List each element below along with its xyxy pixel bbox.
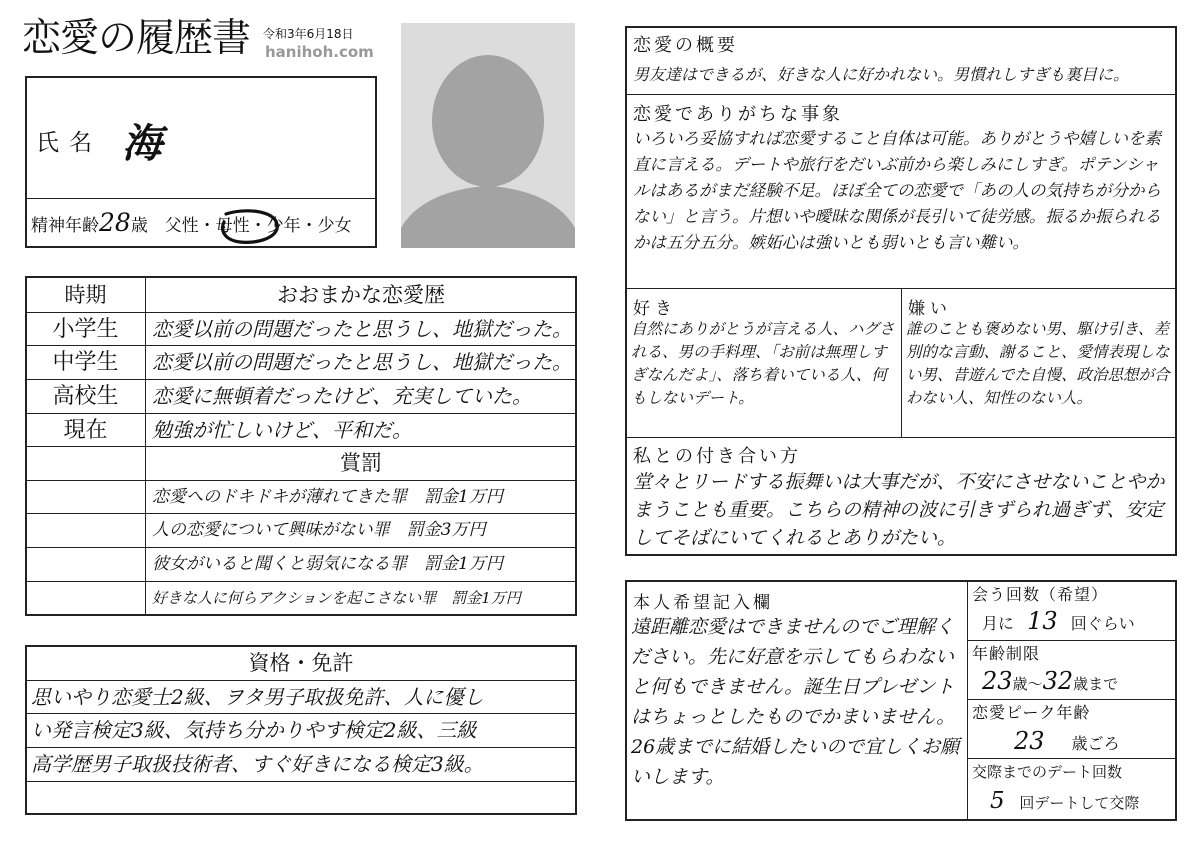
- dislikes-label: 嫌い: [908, 299, 952, 319]
- reward-item: 人の恋愛について興味がない罪 罰金3万円: [152, 520, 486, 540]
- option-separator: ・: [249, 216, 267, 236]
- peak-label: 恋愛ピーク年齢: [972, 703, 1091, 722]
- peak-value: 23: [1014, 727, 1045, 755]
- history-elementary: 恋愛以前の問題だったと思うし、地獄だった。: [152, 317, 572, 341]
- peak-suffix: 歳ごろ: [1071, 734, 1120, 753]
- option-maternal: 母性: [215, 216, 250, 236]
- dislikes-text: 誰のことも褒めない男、駆け引き、差別的な言動、謝ること、愛情表現しない男、昔遊んでた自慢、政治思想が合わない人、知性のない人。: [906, 320, 1170, 407]
- wishes-label: 本人希望記入欄: [633, 593, 773, 613]
- person-silhouette-icon: [401, 23, 575, 248]
- age-limit-min: 23: [982, 667, 1013, 695]
- name-value: 海: [122, 120, 162, 167]
- header-period: 時期: [64, 283, 107, 307]
- option-boy: 少年: [266, 216, 301, 236]
- reward-item: 好きな人に何らアクションを起こさない罪 罰金1万円: [152, 589, 521, 607]
- wishes-text: 遠距離恋愛はできませんのでご理解ください。先に好意を示してもらわないと何もできません。誕生日プレゼントはちょっとしたものでかまいません。26歳までに結婚したいので宜しくお願いします。: [631, 616, 960, 788]
- age-limit-label: 年齢制限: [972, 644, 1041, 663]
- rewards-header: 賞罰: [340, 451, 382, 475]
- photo-placeholder: [401, 23, 575, 248]
- period-elementary: 小学生: [52, 317, 119, 342]
- reward-item: 彼女がいると聞くと弱気になる罪 罰金1万円: [152, 554, 503, 574]
- likes-label: 好き: [633, 299, 677, 319]
- section-divider: [626, 437, 1176, 438]
- age-unit: 歳: [130, 216, 148, 236]
- history-high-school: 恋愛に無頓着だったけど、充実していた。: [152, 384, 532, 408]
- likes-divider: [901, 289, 902, 437]
- profile-divider: [26, 198, 376, 199]
- header-history: おおまかな恋愛歴: [277, 283, 445, 307]
- likes-text: 自然にありがとうが言える人、ハグされる、男の手料理、「お前は無理しすぎなんだよ」、落ち着いている人、何もしないデート。: [631, 320, 895, 407]
- relationship-label: 私との付き合い方: [633, 446, 801, 467]
- license-line: 思いやり恋愛士2級、ヲタ男子取扱免許、人に優し: [31, 685, 484, 709]
- stats-divider: [967, 581, 968, 820]
- age-limit-mid: 歳〜: [1012, 675, 1043, 693]
- age-limit-line: [982, 666, 1118, 699]
- events-label: 恋愛でありがちな事象: [633, 104, 843, 125]
- option-paternal: 父性: [164, 216, 199, 236]
- license-line: い発言検定3級、気持ち分かりやす検定2級、三級: [31, 718, 477, 742]
- dates-value: 5: [990, 788, 1005, 814]
- dates-suffix: 回デートして交際: [1019, 794, 1140, 812]
- overview-label: 恋愛の概要: [633, 35, 738, 56]
- dates-line: [990, 786, 1139, 818]
- meet-prefix: 月に: [982, 614, 1015, 633]
- option-separator: ・: [198, 216, 216, 236]
- dates-label: 交際までのデート回数: [972, 763, 1123, 781]
- mental-age: [31, 208, 352, 241]
- section-divider: [626, 94, 1176, 95]
- history-junior-high: 恋愛以前の問題だったと思うし、地獄だった。: [152, 350, 572, 374]
- period-junior-high: 中学生: [52, 350, 119, 375]
- site-url: hanihoh.com: [265, 43, 374, 61]
- period-high-school: 高校生: [52, 384, 119, 409]
- peak-line: [1014, 726, 1120, 759]
- meet-suffix: 回ぐらい: [1070, 614, 1135, 633]
- age-limit-suffix: 歳まで: [1073, 675, 1119, 693]
- relationship-text: 堂々とリードする振舞いは大事だが、不安にさせないことやかまうことも重要。こちらの精神の波に引きずられ過ぎず、安定してそばにいてくれるとありがたい。: [633, 471, 1165, 549]
- date-text: 令和3年6月18日: [263, 27, 354, 41]
- page-title: 恋愛の履歴書: [22, 16, 251, 61]
- option-girl: 少女: [317, 216, 352, 236]
- events-text: いろいろ妥協すれば恋愛すること自体は可能。ありがとうや嬉しいを素直に言える。デートや旅行をだいぶ前から楽しみにしすぎ。ポテンシャルはあるがまだ経験不足。ほぼ全ての恋愛で「あの人の気持ちが分からない」と言う。片想いや曖昧な関係が長引いて徒労感。振るか振られるかは五分五分。嫉妬心は強いとも弱いとも言い難い。: [633, 129, 1161, 252]
- meet-value-line: [982, 606, 1135, 639]
- age-label: 精神年齢: [31, 216, 99, 236]
- history-present: 勉強が忙しいけど、平和だ。: [152, 418, 412, 442]
- license-line: 高学歴男子取扱技術者、すぐ好きになる検定3級。: [31, 752, 484, 776]
- row-line: [26, 781, 576, 782]
- reward-item: 恋愛へのドキドキが薄れてきた罪 罰金1万円: [152, 487, 503, 507]
- age-value: 28: [99, 208, 131, 237]
- meet-label: 会う回数（希望）: [972, 585, 1109, 604]
- selection-circle: [216, 206, 282, 246]
- meet-value: 13: [1027, 607, 1058, 635]
- age-limit-max: 32: [1042, 667, 1074, 695]
- name-label: 氏名: [36, 130, 102, 156]
- overview-text: 男友達はできるが、好きな人に好かれない。男慣れしすぎも裏目に。: [633, 65, 1130, 84]
- option-separator: ・: [300, 216, 318, 236]
- period-present: 現在: [63, 418, 108, 443]
- licenses-header: 資格・免許: [248, 651, 354, 675]
